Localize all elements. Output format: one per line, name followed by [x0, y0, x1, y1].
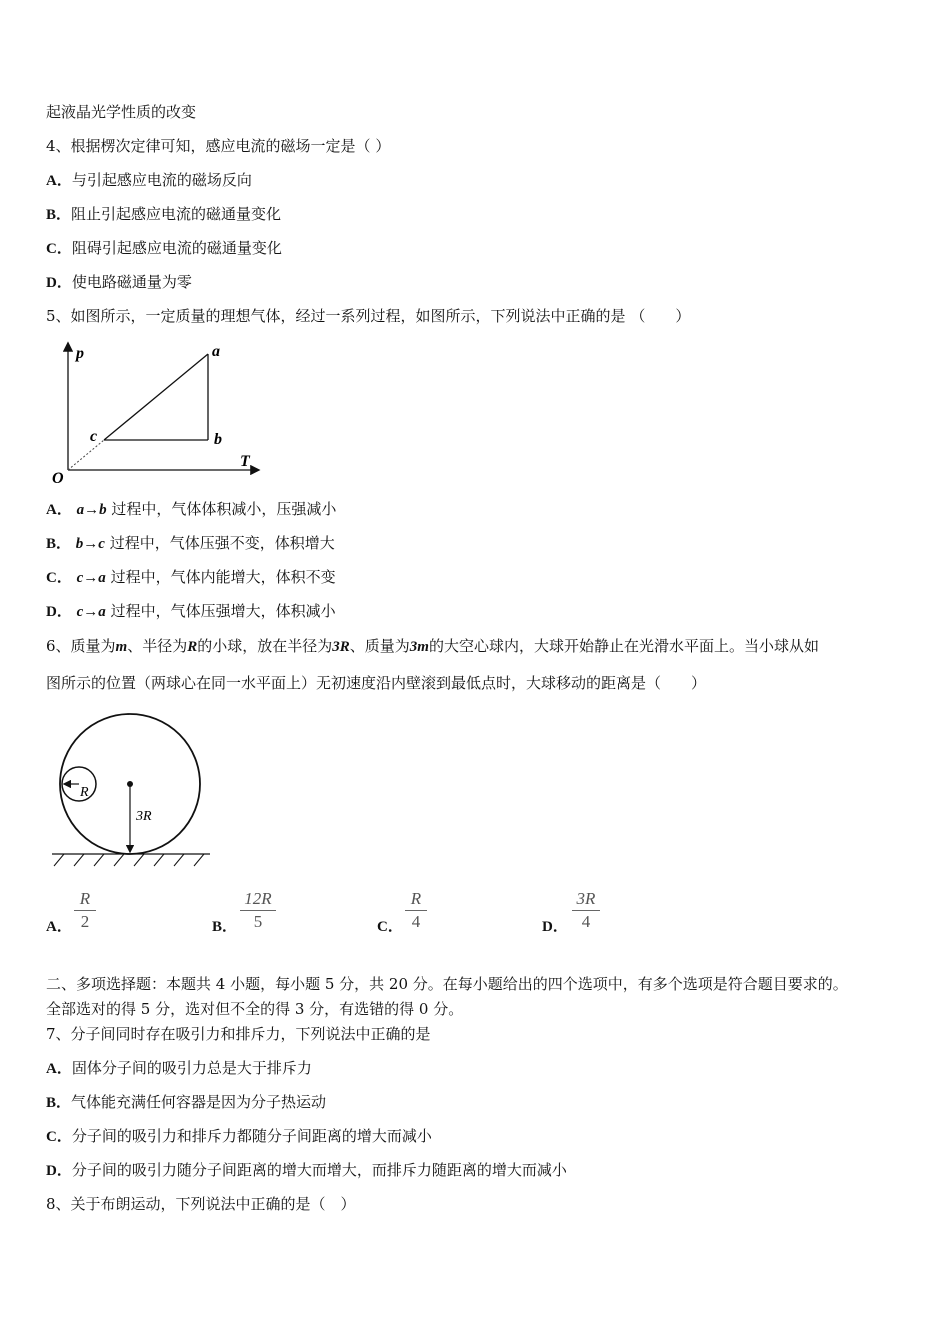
- big-radius-label: 3R: [136, 809, 152, 824]
- process-end: a: [98, 604, 106, 620]
- stem-part: 6、质量为: [46, 637, 116, 655]
- option-text: 过程中，气体体积减小，压强减小: [111, 500, 337, 518]
- option-text: 分子间的吸引力随分子间距离的增大而增大，而排斥力随距离的增大而减小: [71, 1161, 567, 1179]
- numerator: 12R: [244, 889, 272, 908]
- option-letter: D．: [46, 604, 72, 620]
- option-letter: B．: [46, 1095, 72, 1111]
- origin-label: O: [52, 470, 64, 487]
- fraction: [240, 889, 276, 932]
- option-letter: D．: [46, 275, 72, 291]
- numerator: R: [79, 889, 91, 908]
- fraction: [572, 889, 600, 932]
- var-r: R: [187, 639, 198, 655]
- process-end: a: [98, 570, 106, 586]
- option-letter: A．: [46, 173, 72, 189]
- option-letter: C．: [46, 570, 72, 586]
- numerator: R: [410, 889, 422, 908]
- var-3r: 3R: [332, 639, 350, 655]
- option-text: 阻止引起感应电流的磁通量变化: [71, 205, 282, 223]
- q7-stem: 7、分子间同时存在吸引力和排斥力，下列说法中正确的是: [46, 1025, 431, 1043]
- stem-part: 、半径为: [127, 637, 188, 655]
- q5-option-d[interactable]: [46, 601, 336, 622]
- option-letter: C．: [46, 1129, 72, 1145]
- q4-option-c[interactable]: [46, 238, 282, 259]
- dashed-line-origin-c: [68, 440, 104, 470]
- q5-option-b[interactable]: [46, 533, 335, 554]
- point-label-a: a: [212, 343, 220, 360]
- process-arrow: →: [83, 570, 99, 586]
- stem-part: 、质量为: [349, 637, 410, 655]
- denominator: 5: [253, 912, 263, 931]
- option-text: 使电路磁通量为零: [71, 273, 192, 291]
- option-letter: A．: [46, 919, 72, 935]
- q7-option-b[interactable]: [46, 1092, 326, 1113]
- q5-stem: 5、如图所示，一定质量的理想气体，经过一系列过程，如图所示，下列说法中正确的是 （ ）: [46, 307, 691, 325]
- process-start: c: [76, 604, 84, 620]
- intro-continuation: 起液晶光学性质的改变: [46, 103, 197, 121]
- var-3m: 3m: [409, 639, 429, 655]
- option-text: 过程中，气体压强不变，体积增大: [109, 534, 335, 552]
- option-text: 阻碍引起感应电流的磁通量变化: [71, 239, 282, 257]
- line-c-a: [104, 354, 208, 440]
- option-text: 与引起感应电流的磁场反向: [71, 171, 252, 189]
- option-text: 过程中，气体压强增大，体积减小: [110, 602, 336, 620]
- process-start: c: [76, 570, 84, 586]
- option-letter: C．: [46, 241, 72, 257]
- q4-option-d[interactable]: [46, 272, 192, 293]
- point-label-c: c: [90, 428, 98, 445]
- option-letter: D．: [542, 919, 568, 935]
- small-radius-label: R: [80, 785, 89, 800]
- option-text: 分子间的吸引力和排斥力都随分子间距离的增大而减小: [71, 1127, 432, 1145]
- option-letter: B．: [46, 207, 72, 223]
- process-end: c: [98, 536, 105, 552]
- numerator: 3R: [576, 889, 596, 908]
- option-letter: B．: [212, 919, 238, 935]
- q4-stem: 4、根据楞次定律可知，感应电流的磁场一定是（ ）: [46, 137, 391, 155]
- var-m: m: [115, 639, 128, 655]
- stem-part: 的大空心球内，大球开始静止在光滑水平面上。当小球从如: [428, 637, 819, 655]
- stem-part: 的小球，放在半径为: [197, 637, 333, 655]
- fraction: [74, 889, 96, 932]
- pt-diagram: [48, 338, 268, 488]
- q4-option-b[interactable]: [46, 204, 281, 225]
- process-arrow: →: [84, 502, 100, 518]
- process-arrow: →: [83, 536, 99, 552]
- fraction-bar: [74, 910, 96, 911]
- denominator: 2: [80, 912, 90, 931]
- q7-option-d[interactable]: [46, 1160, 567, 1181]
- section2-instructions-line2: 全部选对的得 5 分，选对但不全的得 3 分，有选错的得 0 分。: [46, 1000, 464, 1018]
- q7-option-c[interactable]: [46, 1126, 432, 1147]
- q5-option-c[interactable]: [46, 567, 336, 588]
- axis-label-p: p: [76, 345, 84, 362]
- process-end: b: [99, 502, 107, 518]
- fraction-bar: [405, 910, 427, 911]
- process-start: a: [76, 502, 85, 518]
- option-letter: B．: [46, 536, 72, 552]
- option-letter: C．: [377, 919, 403, 935]
- option-letter: A．: [46, 502, 72, 518]
- fraction: [405, 889, 427, 932]
- fraction-bar: [240, 910, 276, 911]
- denominator: 4: [581, 912, 591, 931]
- option-text: 固体分子间的吸引力总是大于排斥力: [71, 1059, 312, 1077]
- denominator: 4: [411, 912, 421, 931]
- q5-option-a[interactable]: [46, 499, 336, 520]
- option-text: 过程中，气体内能增大，体积不变: [110, 568, 336, 586]
- q8-stem: 8、关于布朗运动，下列说法中正确的是（ ）: [46, 1195, 356, 1213]
- point-label-b: b: [214, 431, 222, 448]
- axis-label-t: T: [240, 453, 250, 470]
- q4-option-a[interactable]: [46, 170, 252, 191]
- section2-instructions-line1: 二、多项选择题：本题共 4 小题，每小题 5 分，共 20 分。在每小题给出的四个选项中，有多个选项是符合题目要求的。: [46, 975, 848, 993]
- process-start: b: [75, 536, 84, 552]
- q7-option-a[interactable]: [46, 1058, 312, 1079]
- option-letter: A．: [46, 1061, 72, 1077]
- option-letter: D．: [46, 1163, 72, 1179]
- q6-stem-line2: 图所示的位置（两球心在同一水平面上）无初速度沿内壁滚到最低点时，大球移动的距离是（ ）: [46, 674, 707, 692]
- sphere-diagram: [50, 712, 215, 872]
- option-text: 气体能充满任何容器是因为分子热运动: [71, 1093, 327, 1111]
- ground-hatching: [54, 854, 204, 866]
- q6-stem-line1: [46, 636, 819, 657]
- fraction-bar: [572, 910, 600, 911]
- process-arrow: →: [83, 604, 99, 620]
